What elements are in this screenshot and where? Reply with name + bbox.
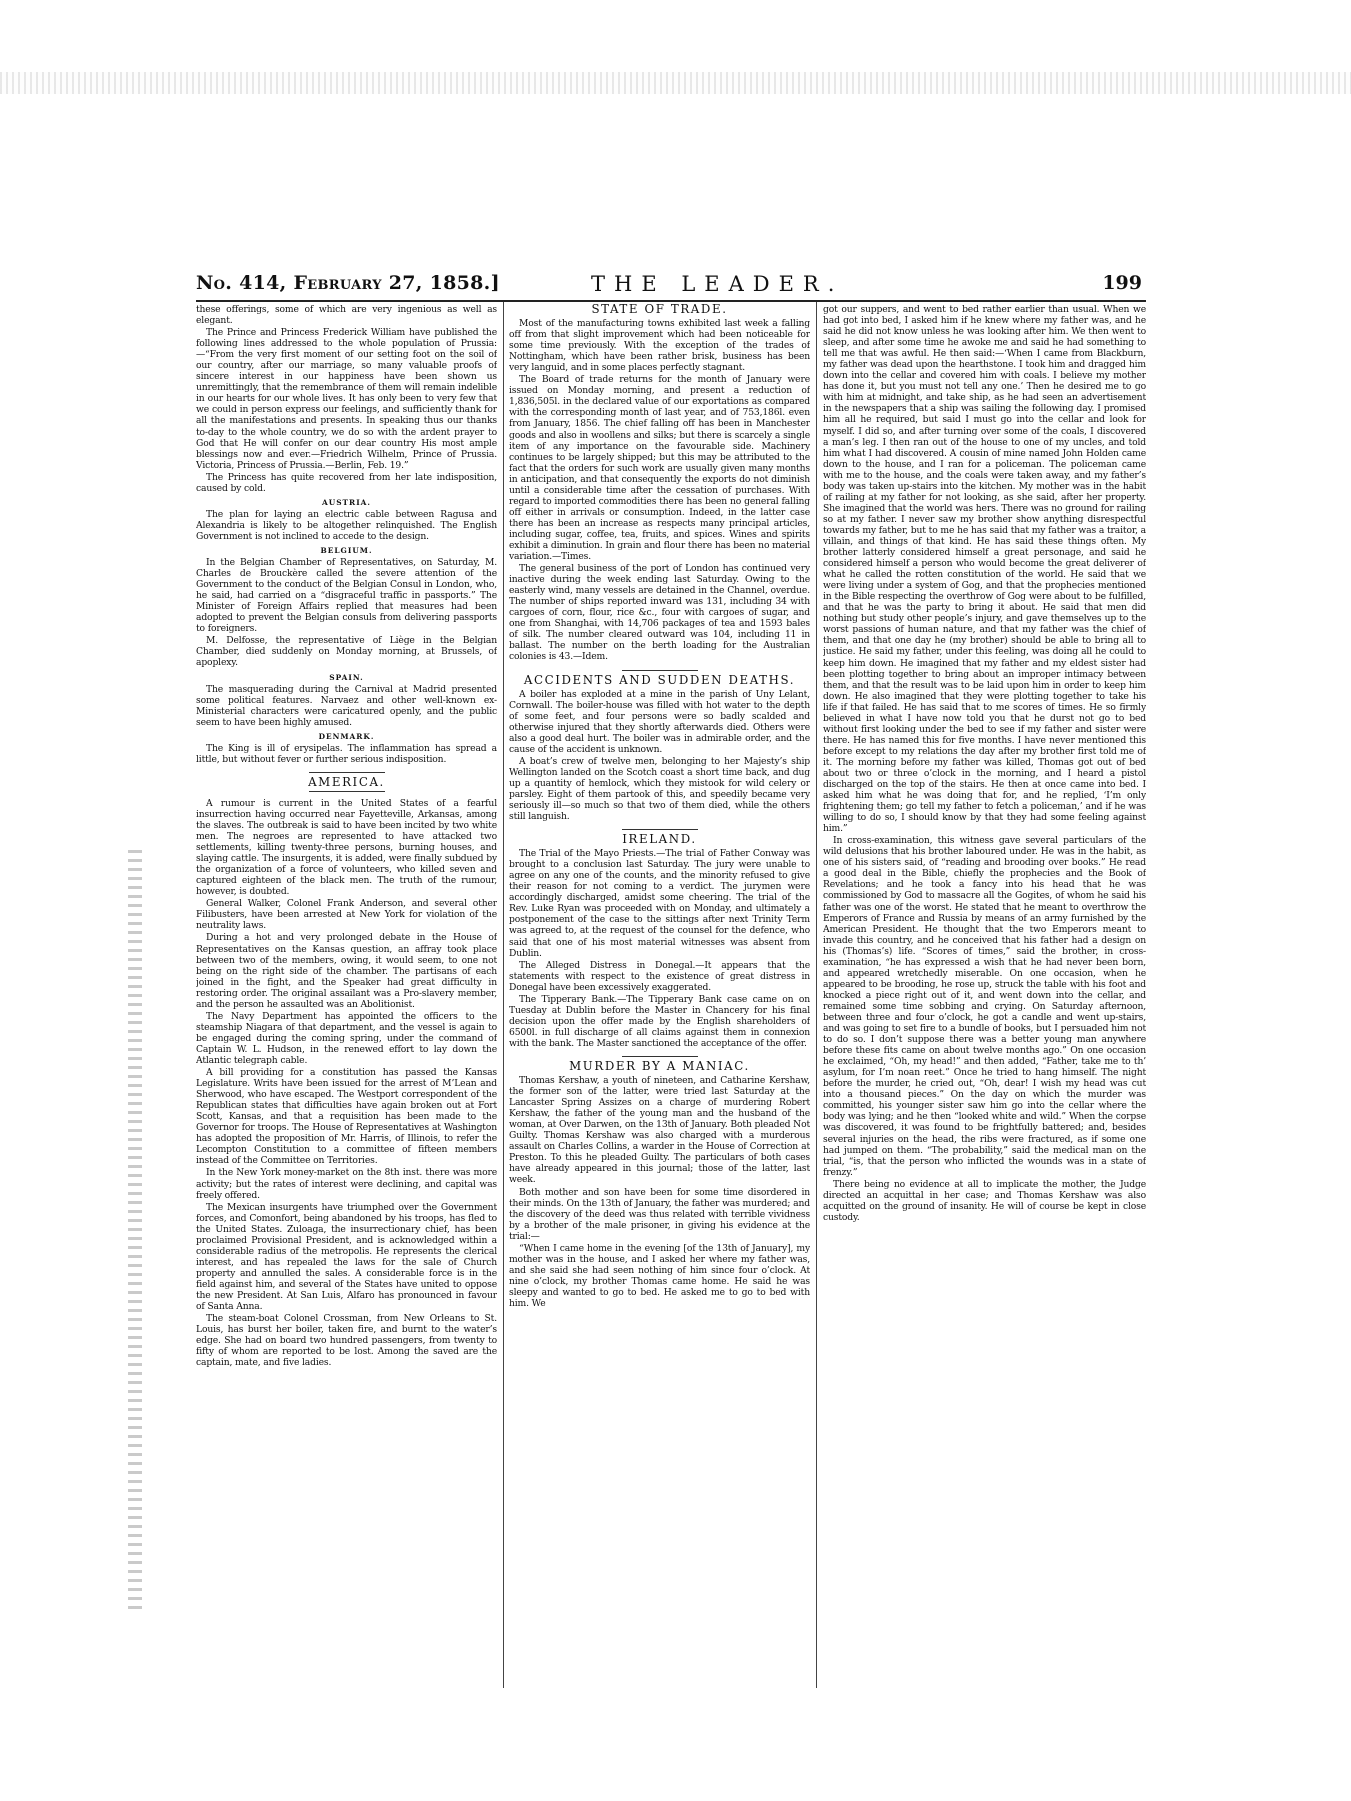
section-heading: MURDER BY A MANIAC. (569, 1059, 750, 1073)
paragraph: A boiler has exploded at a mine in the parish of Uny Lelant, Cornwall. The boiler-house was filled with hot water to the depth of some feet, and four persons were so badly scalded and otherwise injured that they shortly afterwards died. Others were also a good deal hurt. The boiler was in admirable order, and the cause of the accident is unknown. (509, 688, 810, 755)
paragraph: A bill providing for a constitution has passed the Kansas Legislature. Writs have been issued for the arrest of M’Lean and Sherwood, who have escaped. The Westport correspondent of the Republican states that difficulties have again broken out at Fort Scott, Kansas, and that a requisition has been made to the Governor for troops. The House of Representatives at Washington has adopted the proposition of Mr. Harris, of Illinois, to refer the Lecompton Constitution to a committee of fifteen members instead of the Committee on Territories. (196, 1067, 497, 1167)
paragraph: The Board of trade returns for the month of January were issued on Monday morning, and present a reduction of 1,836,505l. in the declared value of our exportations as compared with the corresponding month of last year, and of 753,186l. even from January, 1856. The chief falling off has been in Manchester goods and also in woollens and silks; but there is scarcely a single item of any importance on the favourable side. Machinery continues to be largely shipped; but this may be attributed to the fact that the orders for such work are usually given many months in anticipation, and that consequently the exports do not diminish until a considerable time after the cessation of purchases. With regard to imported commodities there has been no general falling off either in arrivals or consumption. Indeed, in the latter case there has been an increase as respects many principal articles, including sugar, coffee, tea, fruits, and spices. Wines and spirits exhibit a diminution. In grain and flour there has been no material variation.—Times. (509, 374, 810, 563)
scan-binding-shadow (128, 850, 142, 1610)
paragraph: A boat’s crew of twelve men, belonging to her Majesty’s ship Wellington landed on the Scotch coast a short time back, and dug up a quantity of hemlock, which they mistook for wild celery or parsley. Eight of them partook of this, and speedily became very seriously ill—so much so that two of them died, while the others still languish. (509, 755, 810, 823)
column-1 (196, 304, 497, 1684)
paragraph: these offerings, some of which are very ingenious as well as elegant. (196, 304, 497, 327)
paragraph: The Mexican insurgents have triumphed over the Government forces, and Comonfort, being abandoned by his troops, has fled to the United States. Zuloaga, the insurrectionary chief, has been proclaimed Provisional President, and is acknowledged within a considerable radius of the metropolis. He represents the clerical interest, and has repealed the laws for the sale of Church property and annulled the sales. A considerable force is in the field against him, and several of the States have united to oppose the new President. At San Luis, Alfaro has pronounced in favour of Santa Anna. (196, 1201, 497, 1313)
page-number: 199 (1102, 272, 1142, 294)
section-heading: AMERICA. (308, 774, 385, 789)
paragraph: In cross-examination, this witness gave several particulars of the wild delusions that his brother laboured under. He was in the habit, as one of his sisters said, of “reading and brooding over books.” He read a good deal in the Bible, chiefly the prophecies and the Book of Revelations; and he took a fancy into his head that he was commissioned by God to massacre all the Gogites, of whom he said his father was one of the worst. He stated that he meant to overthrow the Emperors of France and Russia by means of an army furnished by the American President. He thought that the two Emperors meant to invade this country, and he conceived that his father had a design on his (Thomas’s) life. “Scores of times,” said the brother, in cross-examination, “he has expressed a wish that he had never been born, and appeared wretchedly miserable. On one occasion, when he appeared to be brooding, he rose up, struck the table with his foot and knocked a piece right out of it, and went down into the cellar, and remained some time sobbing and crying. On Saturday afternoon, between three and four o’clock, he got a candle and went up-stairs, and was going to set fire to a bundle of books, but I persuaded him not to do so. I don’t suppose there was a better young man anywhere before these fits came on about twelve months ago.” On one occasion he exclaimed, “Oh, my head!” and then added, “Father, take me to th’ asylum, for I’m noan reet.” Once he tried to hang himself. The night before the murder, he cried out, “Oh, dear! I wish my head was cut into a thousand pieces.” On the day on which the murder was committed, his younger sister saw him go into the cellar where the body was lying; and he then “looked white and wild.” When the corpse was discovered, it was found to be frightfully battered; and, besides several injuries on the head, the ribs were fractured, as if some one had jumped on them. “The probability,” said the medical man on the trial, “is, that the person who inflicted the wounds was in a state of frenzy.” (823, 835, 1146, 1178)
paragraph: Most of the manufacturing towns exhibited last week a falling off from that slight improvement which had been noticeable for some time previously. With the exception of the trades of Nottingham, which have been rather brisk, business has been very languid, and in some places perfectly stagnant. (509, 318, 810, 374)
column-3 (823, 304, 1146, 1684)
paragraph: In the New York money-market on the 8th inst. there was more activity; but the rates of interest were declining, and capital was freely offered. (196, 1167, 497, 1201)
paragraph: The Prince and Princess Frederick William have published the following lines addressed to the whole population of Prussia:—“From the very first moment of our setting foot on the soil of our country, after our marriage, so many valuable proofs of sincere interest in our happiness have been shown us unremittingly, that the remembrance of them will remain indelible in our hearts for our whole lives. It has only been to very few that we could in person express our feelings, and sufficiently thank for all the manifestations and presents. In speaking thus our thanks to-day to the whole country, we do so with the ardent prayer to God that He will confer on our dear country His most ample blessings now and ever.—Friedrich Wilhelm, Prince of Prussia. Victoria, Princess of Prussia.—Berlin, Feb. 19.” (196, 327, 497, 471)
paragraph: “When I came home in the evening [of the 13th of January], my mother was in the house, and I asked her where my father was, and she said she had seen nothing of him since four o’clock. At nine o’clock, my brother Thomas came home. He said he was sleepy and wanted to go to bed. He asked me to go to bed with him. We (509, 1242, 810, 1309)
paragraph: The masquerading during the Carnival at Madrid presented some political features. Narvaez and other well-known ex-Ministerial characters were caricatured openly, and the public seem to have been highly amused. (196, 683, 497, 728)
section-divider (622, 670, 698, 671)
section-heading: ACCIDENTS AND SUDDEN DEATHS. (523, 672, 796, 687)
paragraph: The Navy Department has appointed the officers to the steamship Niagara of that department, and the vessel is again to be engaged during the coming spring, under the command of Captain W. L. Hudson, in the renewed effort to lay down the Atlantic telegraph cable. (196, 1010, 497, 1066)
paragraph: M. Delfosse, the representative of Liège in the Belgian Chamber, died suddenly on Monday morning, at Brussels, of apoplexy. (196, 635, 497, 669)
scan-edge-shading (0, 72, 1351, 94)
paragraph: The King is ill of erysipelas. The inflammation has spread a little, but without fever or further serious indisposition. (196, 742, 497, 765)
paragraph: The Tipperary Bank.—The Tipperary Bank case came on on Tuesday at Dublin before the Master in Chancery for his final decision upon the offer made by the English shareholders of 6500l. in full discharge of all claims against them in connexion with the bank. The Master sanctioned the acceptance of the offer. (509, 993, 810, 1049)
section-heading: IRELAND. (622, 832, 697, 847)
section-divider (622, 1056, 698, 1057)
paragraph: Thomas Kershaw, a youth of nineteen, and Catharine Kershaw, the former son of the latter, were tried last Saturday at the Lancaster Spring Assizes on a charge of murdering Robert Kershaw, the father of the young man and the husband of the woman, at Over Darwen, on the 13th of January. Both pleaded Not Guilty. Thomas Kershaw was also charged with a murderous assault on Charles Collins, a warder in the House of Correction at Preston. To this he pleaded Guilty. The particulars of both cases have already appeared in this journal; those of the latter, last week. (509, 1075, 810, 1186)
header-rule (196, 300, 1146, 302)
section-subheading: SPAIN. (329, 672, 364, 682)
paragraph: During a hot and very prolonged debate in the House of Representatives on the Kansas question, an affray took place between two of the members, owing, it would seem, to one not being on the right side of the chamber. The partisans of each joined in the fight, and the Speaker had great difficulty in restoring order. The original assailant was a Pro-slavery member, and the person he assaulted was an Abolitionist. (196, 932, 497, 1010)
section-divider (622, 829, 698, 830)
section-divider (309, 772, 385, 773)
section-divider (309, 791, 385, 792)
section-subheading: DENMARK. (318, 731, 375, 741)
paragraph: The steam-boat Colonel Crossman, from New Orleans to St. Louis, has burst her boiler, taken fire, and burnt to the water’s edge. She had on board two hundred passengers, from twenty to fifty of whom are reported to be lost. Among the saved are the captain, mate, and five ladies. (196, 1313, 497, 1369)
paragraph: got our suppers, and went to bed rather earlier than usual. When we had got into bed, I asked him if he knew where my father was, and he said he did not know unless he was looking after him. We then went to sleep, and after some time he awoke me and said he had something to tell me that was awful. He then said:—‘When I came from Blackburn, my father was dead upon the hearthstone. I took him and dragged him down into the cellar and covered him with coals. I believe my mother has done it, but you must not tell any one.’ Then he desired me to go with him at midnight, and take ship, as he had seen an advertisement in the newspapers that a ship was sailing the following day. I promised him all he required, but said I must go into the cellar and look for myself. I did so, and after turning over some of the coals, I discovered a man’s leg. I then ran out of the house to one of my uncles, and told him what I had discovered. A cousin of mine named John Holden came down to the house, and I ran for a policeman. The policeman came with me to the house, and the coals were taken away, and my father’s body was taken up-stairs into the kitchen. My mother was in the habit of railing at my father for not looking, as she said, after her property. She imagined that the world was hers. There was no ground for railing so at my father. I never saw my brother show anything disrespectful towards my father, but to me he has said that my father was a traitor, a villain, and things of that kind. He has said these things often. My brother latterly considered himself a great personage, and said he considered himself a person who would become the great deliverer of what he called the rotten constitution of the world. He said that we were living under a system of Gog, and that the prophecies mentioned in the Bible respecting the overthrow of Gog were about to be fulfilled, and that he was the party to bring it about. He said that men did nothing but study other people’s injury, and gave themselves up to the worst passions of human nature, and that my father was the chief of them, and that one day he (my brother) should be able to bring all to justice. He said my father, under this feeling, was doing all he could to keep him down. He imagined that my father and my eldest sister had been plotting together to bring about an improper intimacy between them, and that the result was to be laid upon him in order to keep him down. He also imagined that they were plotting together to take his life if that failed. He has said that to me scores of times. He so firmly believed in what I have now told you that he durst not go to bed without first looking under the bed to see if my father and sister were there. He has named this for five months. I have never mentioned this before except to my relations the day after my brother first told me of it. The morning before my father was killed, Thomas got out of bed about two or three o’clock in the morning, and I heard a pistol discharged on the top of the stairs. He then at once came into bed. I asked him what he was doing that for, and he replied, ‘I’m only frightening them; go tell my father to fetch a policeman,’ and if he was willing to do so, I should know by that they had some feeling against him.” (823, 304, 1146, 835)
issue-line: No. 414, February 27, 1858.] (196, 272, 500, 294)
paragraph: A rumour is current in the United States of a fearful insurrection having occurred near Fayetteville, Arkansas, among the slaves. The outbreak is said to have been incited by two white men. The negroes are represented to have attacked two settlements, killing twenty-three persons, burning houses, and slaying cattle. The insurgents, it is added, were finally subdued by the organization of a force of volunteers, who killed seven and captured eighteen of the black men. The truth of the rumour, however, is doubted. (196, 797, 497, 898)
paragraph: The general business of the port of London has continued very inactive during the week ending last Saturday. Owing to the easterly wind, many vessels are detained in the Channel, overdue. The number of ships reported inward was 131, including 34 with cargoes of corn, flour, rice &c., four with cargoes of sugar, and one from Shanghai, with 14,706 packages of tea and 1593 bales of silk. The number cleared outward was 104, including 11 in ballast. The number on the berth loading for the Australian colonies is 43.—Idem. (509, 563, 810, 663)
paragraph: General Walker, Colonel Frank Anderson, and several other Filibusters, have been arrested at New York for violation of the neutrality laws. (196, 898, 497, 932)
masthead-title: THE LEADER. (591, 272, 844, 296)
column-2 (509, 304, 810, 1684)
column-rule (816, 302, 817, 1688)
paragraph: The Princess has quite recovered from her late indisposition, caused by cold. (196, 471, 497, 494)
section-heading: STATE OF TRADE. (591, 304, 728, 316)
section-subheading: AUSTRIA. (322, 497, 371, 507)
paragraph: There being no evidence at all to implicate the mother, the Judge directed an acquittal in her case; and Thomas Kershaw was also acquitted on the ground of insanity. He will of course be kept in close custody. (823, 1178, 1146, 1223)
paragraph: The plan for laying an electric cable between Ragusa and Alexandria is likely to be altogether relinquished. The English Government is not inclined to accede to the design. (196, 508, 497, 542)
section-subheading: BELGIUM. (320, 545, 373, 555)
paragraph: The Trial of the Mayo Priests.—The trial of Father Conway was brought to a conclusion last Saturday. The jury were unable to agree on any one of the counts, and the minority refused to give their reason for not coming to a verdict. The jurymen were accordingly discharged, amidst some cheering. The trial of the Rev. Luke Ryan was proceeded with on Monday, and ultimately a postponement of the case to the sittings after next Trinity Term was agreed to, at the request of the counsel for the defence, who said that one of his most material witnesses was absent from Dublin. (509, 848, 810, 959)
paragraph: Both mother and son have been for some time disordered in their minds. On the 13th of January, the father was murdered; and the discovery of the deed was thus related with terrible vividness by a brother of the male prisoner, in giving his evidence at the trial:— (509, 1186, 810, 1242)
paragraph: The Alleged Distress in Donegal.—It appears that the statements with respect to the existence of great distress in Donegal have been excessively exaggerated. (509, 959, 810, 993)
column-rule (503, 302, 504, 1688)
page-header (196, 270, 1146, 298)
paragraph: In the Belgian Chamber of Representatives, on Saturday, M. Charles de Brouckère called the severe attention of the Government to the conduct of the Belgian Consul in London, who, he said, had carried on a “disgraceful traffic in passports.” The Minister of Foreign Affairs replied that measures had been adopted to prevent the Belgian consuls from delivering passports to foreigners. (196, 557, 497, 635)
